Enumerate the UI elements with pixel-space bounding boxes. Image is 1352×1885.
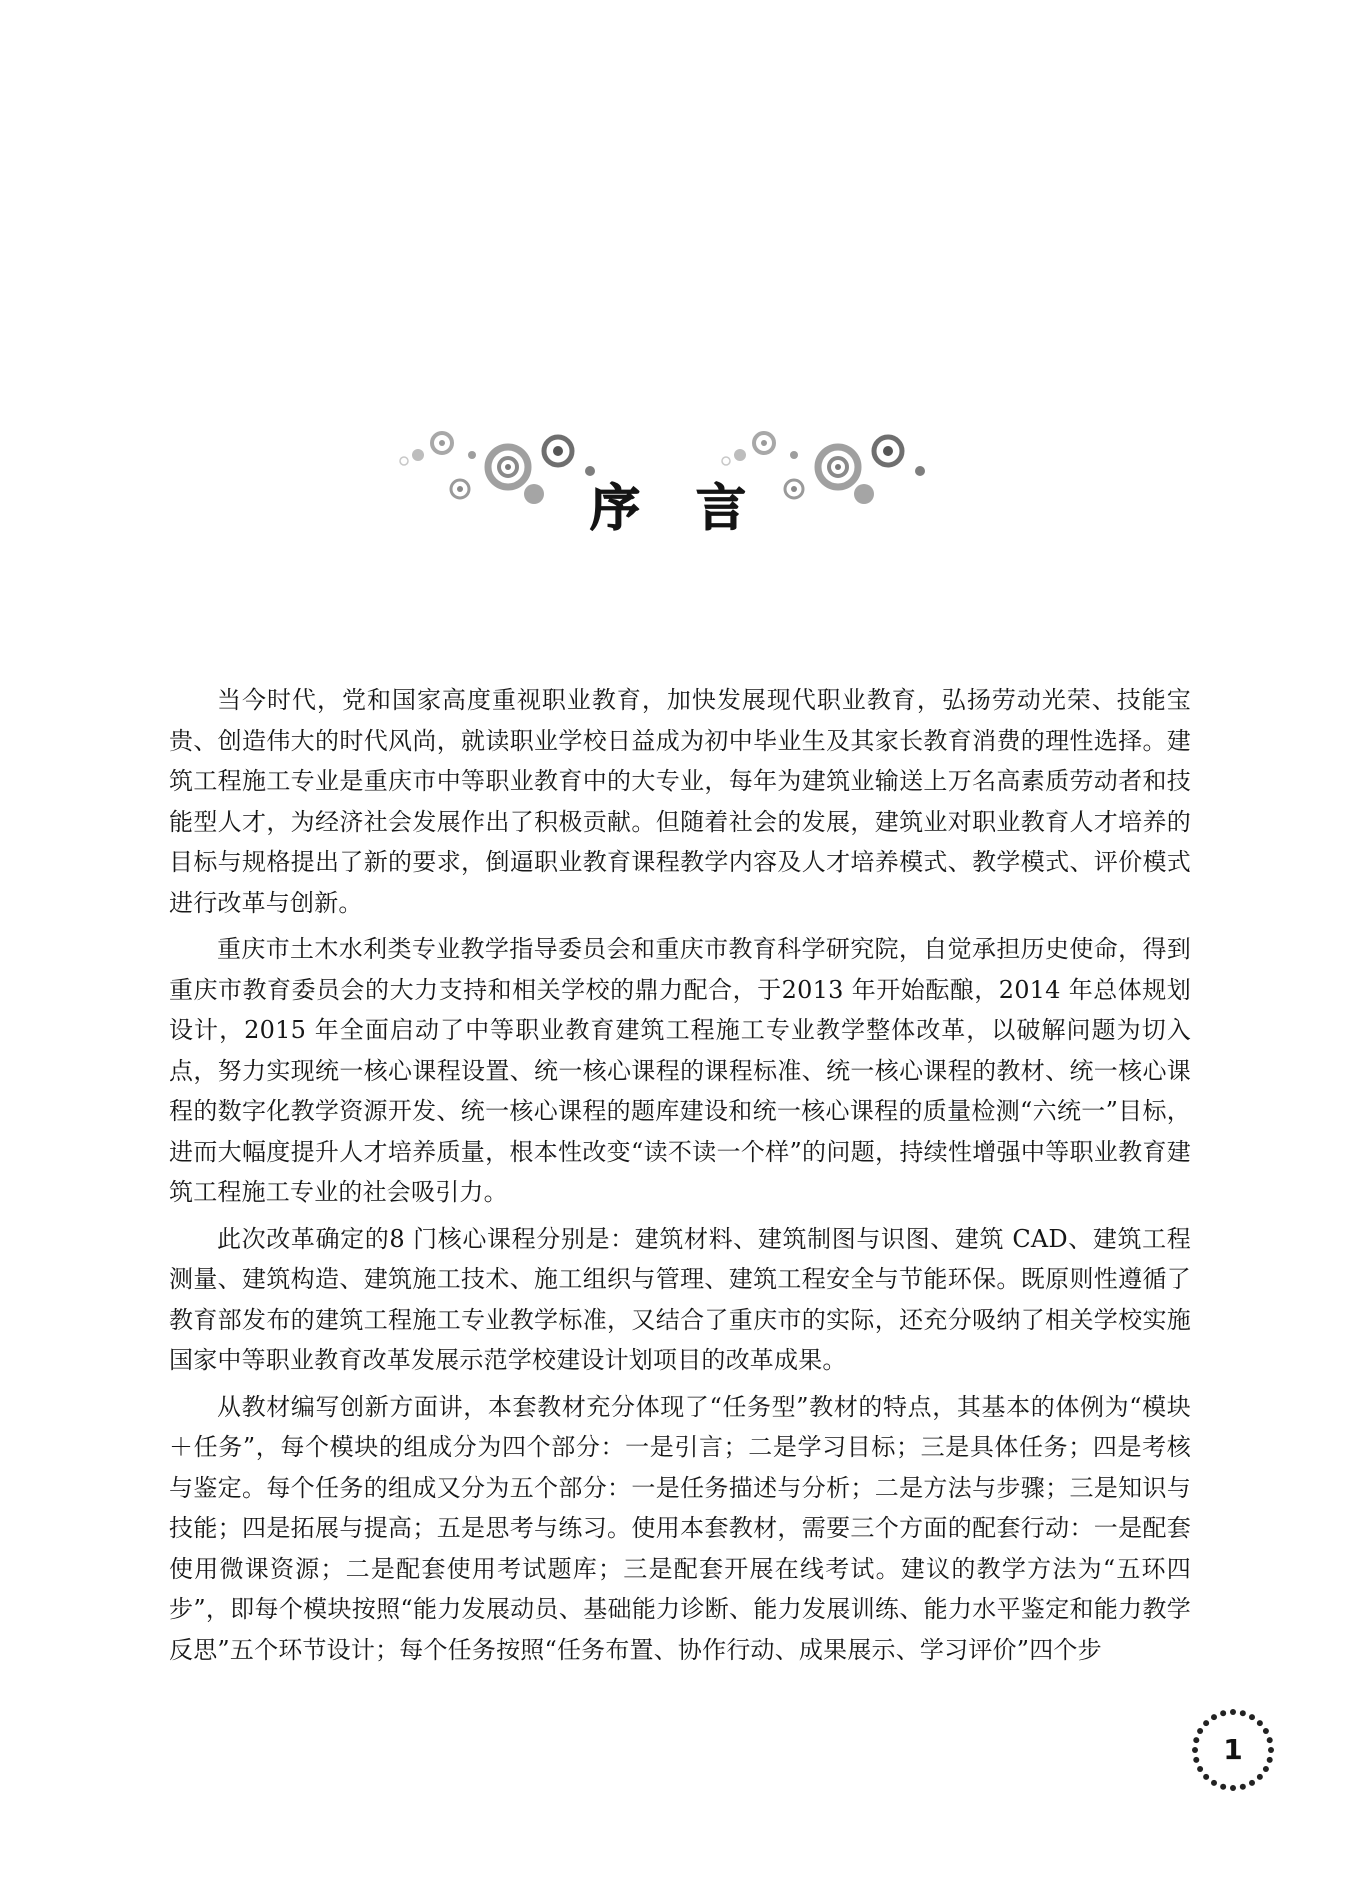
paragraph: 重庆市土木水利类专业教学指导委员会和重庆市教育科学研究院，自觉承担历史使命，得到重庆市教育委员会的大力支持和相关学校的鼎力配合，于2013 年开始酝酿，2014 年总体规划设计，2015 年全面启动了中等职业教育建筑工程施工专业教学整体改革，以破解问题为切入点，努力实现统一核心课程设置、统一核心课程的课程标准、统一核心课程的教材、统一核心课程的数字化教学资源开发、统一核心课程的题库建设和统一核心课程的质量检测“六统一”目标，进而大幅度提升人才培养质量，根本性改变“读不读一个样”的问题，持续性增强中等职业教育建筑工程施工专业的社会吸引力。 xyxy=(169,935,1191,1206)
paragraph: 当今时代，党和国家高度重视职业教育，加快发展现代职业教育，弘扬劳动光荣、技能宝贵、创造伟大的时代风尚，就读职业学校日益成为初中毕业生及其家长教育消费的理性选择。建筑工程施工专业是重庆市中等职业教育中的大专业，每年为建筑业输送上万名高素质劳动者和技能型人才，为经济社会发展作出了积极贡献。但随着社会的发展，建筑业对职业教育人才培养的目标与规格提出了新的要求，倒逼职业教育课程教学内容及人才培养模式、教学模式、评价模式进行改革与创新。 xyxy=(169,686,1191,917)
page-number-badge xyxy=(1188,1705,1278,1795)
paragraph: 从教材编写创新方面讲，本套教材充分体现了“任务型”教材的特点，其基本的体例为“模块＋任务”，每个模块的组成分为四个部分：一是引言；二是学习目标；三是具体任务；四是考核与鉴定。每个任务的组成又分为五个部分：一是任务描述与分析；二是方法与步骤；三是知识与技能；四是拓展与提高；五是思考与练习。使用本套教材，需要三个方面的配套行动：一是配套使用微课资源；二是配套使用考试题库；三是配套开展在线考试。建议的教学方法为“五环四步”，即每个模块按照“能力发展动员、基础能力诊断、能力发展训练、能力水平鉴定和能力教学反思”五个环节设计；每个任务按照“任务布置、协作行动、成果展示、学习评价”四个步 xyxy=(169,1392,1191,1664)
preface-body xyxy=(169,680,1191,1676)
paragraph: 此次改革确定的8 门核心课程分别是：建筑材料、建筑制图与识图、建筑 CAD、建筑工程测量、建筑构造、建筑施工技术、施工组织与管理、建筑工程安全与节能环保。既原则性遵循了教育部发布的建筑工程施工专业教学标准，又结合了重庆市的实际，还充分吸纳了相关学校实施国家中等职业教育改革发展示范学校建设计划项目的改革成果。 xyxy=(169,1224,1191,1374)
page-title: 序言 xyxy=(590,479,802,537)
page-number: 1 xyxy=(1223,1733,1243,1766)
